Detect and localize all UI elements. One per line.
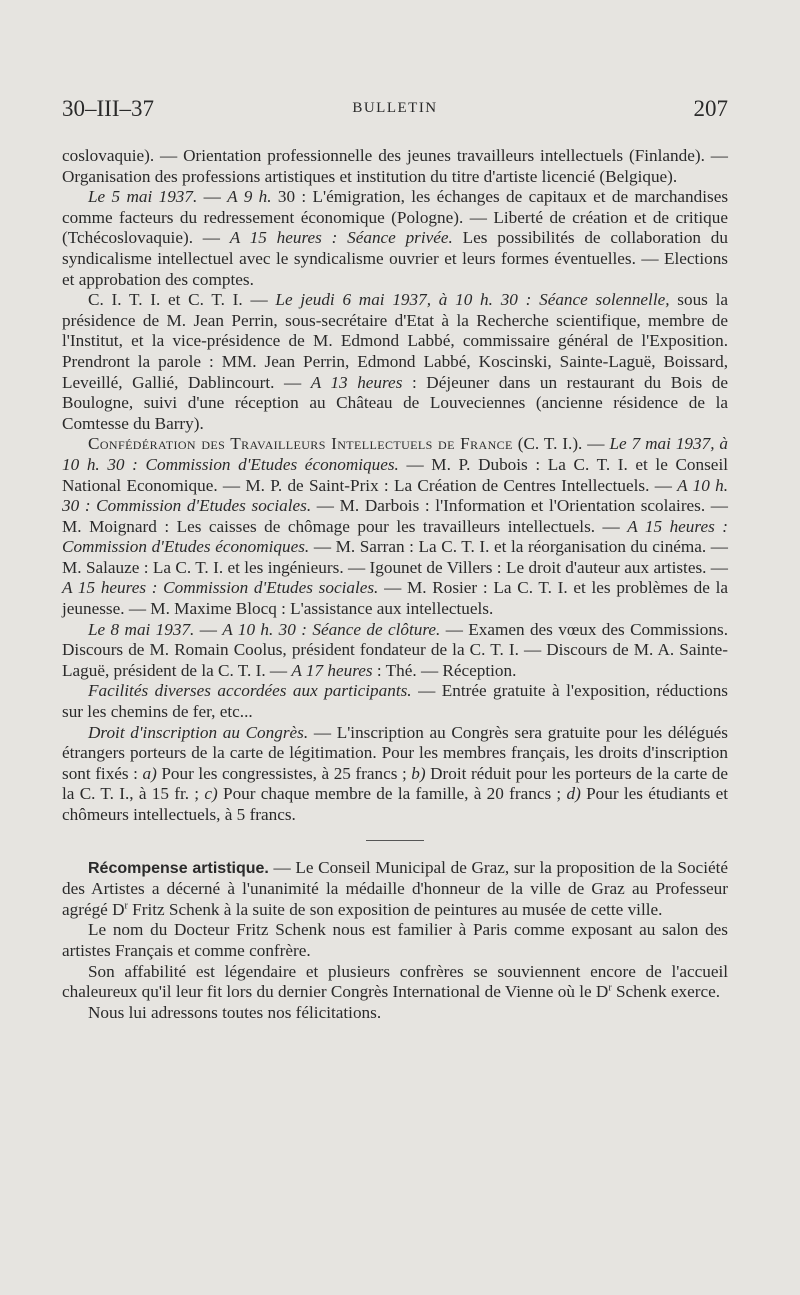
page-number: 207 (693, 96, 728, 121)
header-date: 30–III–37 (62, 96, 154, 121)
paragraph-facilities: Facilités diverses accordées aux participants. — Entrée gratuite à l'exposition, réductions sur les chemins de fer, etc... (62, 681, 728, 722)
section-divider (366, 840, 424, 841)
facilities-title: Facilités diverses accordées aux participants. (88, 681, 412, 701)
paragraph-may-8: Le 8 mai 1937. — A 10 h. 30 : Séance de clôture. — Examen des vœux des Commissions. Discours de M. Romain Coolus, président fondateur de la C. T. I. — Discours de M. A. Sainte-Laguë, président de la C. T. I. — A 17 heures : Thé. — Réception. (62, 619, 728, 680)
paragraph-schenk-affability: Son affabilité est légendaire et plusieurs confrères se souviennent encore de l'accueil chaleureux qu'il leur fit lors du dernier Congrès International de Vienne où le $D^r$ Schenk exerce. (62, 961, 728, 1002)
paragraph-may-5: Le 5 mai 1937. — A 9 h. 30 : L'émigration, les échanges de capitaux et de marchandises comme facteurs du redressement économique (Pologne). — Liberté de création et de critique (Tchécoslovaquie). — A 15 heures : Séance privée. Les possibilités de collaboration du syndicalisme intellectuel avec le syndicalisme ouvrier et leurs formes éventuelles. — Elections et approbation des comptes. (62, 187, 729, 289)
organization-name: Confédération des Travailleurs Intellectuels de France (88, 434, 513, 454)
body-text (62, 146, 728, 1023)
paragraph-registration: Droit d'inscription au Congrès. — L'inscription au Congrès sera gratuite pour les délégués étrangers porteurs de la carte de légitimation. Pour les membres français, les droits d'inscription sont fixés : a) Pour les congressistes, à 25 francs ; b) Droit réduit pour les porteurs de la carte de la C. T. I., à 15 fr. ; c) Pour chaque membre de la famille, à 20 francs ; d) Pour les étudiants et chômeurs intellectuels, à 5 francs. (62, 722, 728, 824)
paragraph-congratulations: Nous lui adressons toutes nos félicitations. (88, 1002, 382, 1022)
paragraph-citi: C. I. T. I. et C. T. I. — Le jeudi 6 mai 1937, à 10 h. 30 : Séance solennelle, sous la présidence de M. Jean Perrin, sous-secrétaire d'Etat à la Recherche scientifique, membre de l'Institut, et la vice-présidence de M. Edmond Labbé, commissaire général de l'Exposition. Prendront la parole : MM. Jean Perrin, Edmond Labbé, Koscinski, Sainte-Laguë, Boissard, Leveillé, Gallié, Dablincourt. — A 13 heures : Déjeuner dans un restaurant du Bois de Boulogne, suivi d'une réception au Château de Louveciennes (ancienne résidence de la Comtesse du Barry). (62, 290, 729, 433)
paragraph-schenk-name: Le nom du Docteur Fritz Schenk nous est familier à Paris comme exposant au salon des artistes Français et comme confrère. (62, 920, 728, 960)
award-title: Récompense artistique. (88, 859, 269, 877)
paragraph-award: Récompense artistique. — Le Conseil Municipal de Graz, sur la proposition de la Société des Artistes a décerné à l'unanimité la médaille d'honneur de la ville de Graz au Professeur agrégé $D^r$ Fritz Schenk à la suite de son exposition de peintures au musée de cette ville. (62, 857, 728, 919)
paragraph-continuation: coslovaquie). — Orientation professionnelle des jeunes travailleurs intellectuels (Finlande). — Organisation des professions artistiques et institution du titre d'artiste licencié (Belgique). (62, 146, 728, 186)
page-header (62, 96, 728, 130)
registration-title: Droit d'inscription au Congrès. (88, 722, 309, 742)
paragraph-cti-france: Confédération des Travailleurs Intellectuels de France (C. T. I.). — Le 7 mai 1937, à 10 h. 30 : Commission d'Etudes économiques. — M. P. Dubois : La C. T. I. et le Conseil National Economique. — M. P. de Saint-Prix : La Création de Centres Intellectuels. — A 10 h. 30 : Commission d'Etudes sociales. — M. Darbois : l'Information et l'Orientation scolaires. — M. Moignard : Les caisses de chômage pour les travailleurs intellectuels. — A 15 heures : Commission d'Etudes économiques. — M. Sarran : La C. T. I. et la réorganisation du cinéma. — M. Salauze : La C. T. I. et les ingénieurs. — Igounet de Villers : Le droit d'auteur aux artistes. — A 15 heures : Commission d'Etudes sociales. — M. Rosier : La C. T. I. et les problèmes de la jeunesse. — M. Maxime Blocq : L'assistance aux intellectuels. (62, 434, 729, 619)
header-title: BULLETIN (352, 100, 438, 116)
